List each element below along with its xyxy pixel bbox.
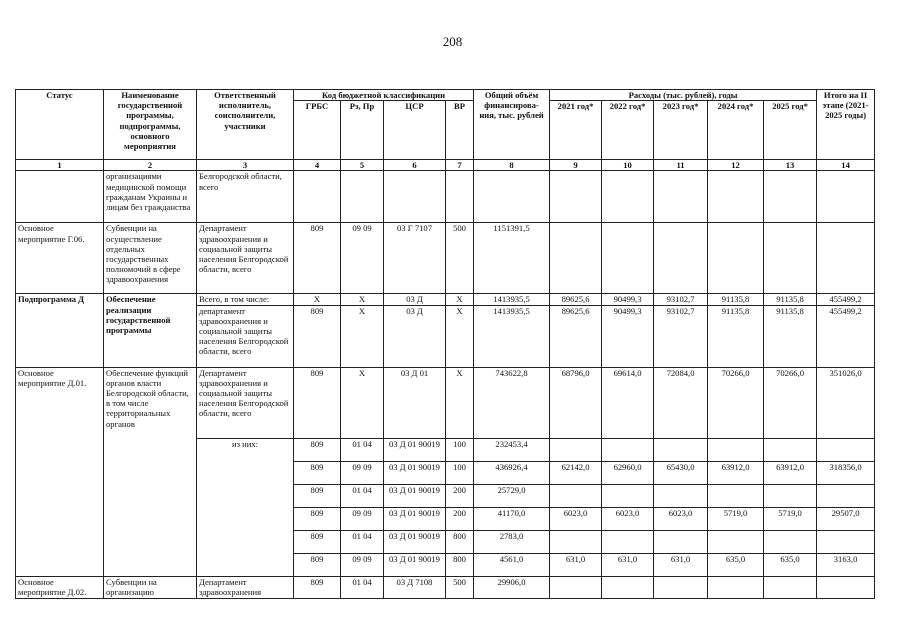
column-number-row bbox=[16, 160, 875, 171]
grbs-cell: Х bbox=[294, 294, 341, 305]
header-vr: ВР bbox=[446, 101, 474, 160]
vr-cell: Х bbox=[446, 367, 474, 438]
grbs-cell: 809 bbox=[294, 530, 341, 553]
vr-cell: 100 bbox=[446, 438, 474, 461]
table-row bbox=[16, 294, 875, 305]
header-rzpr: Рз, Пр bbox=[341, 101, 384, 160]
budget-table bbox=[15, 89, 875, 599]
table-row bbox=[16, 223, 875, 294]
sum-cell: 455499,2 bbox=[817, 294, 875, 305]
responsible-cell: департамент здравоохранения и социальной защиты населения Белгородской области, всего bbox=[197, 305, 294, 367]
csr-cell: 03 Г 7107 bbox=[384, 223, 446, 294]
total-cell: 29906,0 bbox=[474, 576, 550, 598]
name-cell: Обеспечение реализации государственной программы bbox=[104, 294, 197, 367]
sum-cell: 455499,2 bbox=[817, 305, 875, 367]
y2021-cell: 89625,6 bbox=[550, 294, 602, 305]
total-cell: 1151391,5 bbox=[474, 223, 550, 294]
column-number: 6 bbox=[384, 160, 446, 171]
total-cell: 1413935,5 bbox=[474, 294, 550, 305]
y2021-cell: 89625,6 bbox=[550, 305, 602, 367]
header-stage-total: Итого на II этапе (2021-2025 годы) bbox=[817, 90, 875, 160]
y2025-cell: 91135,8 bbox=[764, 305, 817, 367]
y2024-cell: 63912,0 bbox=[708, 461, 764, 484]
csr-cell: 03 Д 01 90019 bbox=[384, 484, 446, 507]
csr-cell: 03 Д 01 90019 bbox=[384, 530, 446, 553]
y2024-cell: 635,0 bbox=[708, 553, 764, 576]
total-cell: 25729,0 bbox=[474, 484, 550, 507]
rzpr-cell: 01 04 bbox=[341, 576, 384, 598]
y2023-cell: 72084,0 bbox=[654, 367, 708, 438]
csr-cell: 03 Д 01 90019 bbox=[384, 507, 446, 530]
header-2021: 2021 год* bbox=[550, 101, 602, 160]
csr-cell: 03 Д bbox=[384, 294, 446, 305]
y2024-cell: 5719,0 bbox=[708, 507, 764, 530]
grbs-cell: 809 bbox=[294, 484, 341, 507]
header-2023: 2023 год* bbox=[654, 101, 708, 160]
rzpr-cell: 01 04 bbox=[341, 484, 384, 507]
csr-cell: 03 Д 01 90019 bbox=[384, 461, 446, 484]
name-cell: Субвенции на организацию bbox=[104, 576, 197, 598]
y2021-cell: 6023,0 bbox=[550, 507, 602, 530]
responsible-cell: Департамент здравоохранения bbox=[197, 576, 294, 598]
status-cell bbox=[16, 171, 104, 223]
header-budget-code: Код бюджетной классификации bbox=[294, 90, 474, 101]
csr-cell: 03 Д bbox=[384, 305, 446, 367]
total-cell: 41170,0 bbox=[474, 507, 550, 530]
y2024-cell: 91135,8 bbox=[708, 294, 764, 305]
sum-cell: 351026,0 bbox=[817, 367, 875, 438]
header-2022: 2022 год* bbox=[602, 101, 654, 160]
y2021-cell: 62142,0 bbox=[550, 461, 602, 484]
grbs-cell: 809 bbox=[294, 576, 341, 598]
vr-cell: 200 bbox=[446, 507, 474, 530]
column-number: 14 bbox=[817, 160, 875, 171]
grbs-cell: 809 bbox=[294, 305, 341, 367]
sum-cell: 29507,0 bbox=[817, 507, 875, 530]
y2022-cell: 631,0 bbox=[602, 553, 654, 576]
csr-cell: 03 Д 01 90019 bbox=[384, 438, 446, 461]
status-cell: Подпрограмма Д bbox=[16, 294, 104, 367]
y2023-cell: 6023,0 bbox=[654, 507, 708, 530]
y2023-cell: 631,0 bbox=[654, 553, 708, 576]
header-csr: ЦСР bbox=[384, 101, 446, 160]
vr-cell: 800 bbox=[446, 530, 474, 553]
responsible-cell: Всего, в том числе: bbox=[197, 294, 294, 305]
total-cell: 232453,4 bbox=[474, 438, 550, 461]
column-number: 7 bbox=[446, 160, 474, 171]
name-cell: Субвенции на осуществление отдельных государственных полномочий в сфере здравоохранения bbox=[104, 223, 197, 294]
y2022-cell: 69614,0 bbox=[602, 367, 654, 438]
y2023-cell: 93102,7 bbox=[654, 294, 708, 305]
responsible-cell: из них: bbox=[197, 438, 294, 576]
status-cell: Основное мероприятие Д.01. bbox=[16, 367, 104, 576]
grbs-cell: 809 bbox=[294, 507, 341, 530]
rzpr-cell: 09 09 bbox=[341, 461, 384, 484]
vr-cell: Х bbox=[446, 305, 474, 367]
header-status: Статус bbox=[16, 90, 104, 160]
sum-cell: 318356,0 bbox=[817, 461, 875, 484]
grbs-cell: 809 bbox=[294, 461, 341, 484]
responsible-cell: Департамент здравоохранения и социальной защиты населения Белгородской области, всего bbox=[197, 223, 294, 294]
table-row bbox=[16, 367, 875, 438]
y2023-cell: 93102,7 bbox=[654, 305, 708, 367]
total-cell: 1413935,5 bbox=[474, 305, 550, 367]
csr-cell: 03 Д 01 bbox=[384, 367, 446, 438]
column-number: 9 bbox=[550, 160, 602, 171]
vr-cell: 200 bbox=[446, 484, 474, 507]
column-number: 10 bbox=[602, 160, 654, 171]
table-row bbox=[16, 576, 875, 598]
vr-cell: 500 bbox=[446, 223, 474, 294]
column-number: 11 bbox=[654, 160, 708, 171]
status-cell: Основное мероприятие Д.02. bbox=[16, 576, 104, 598]
column-number: 13 bbox=[764, 160, 817, 171]
name-cell: организациями медицинской помощи гражданам Украины и лицам без гражданства bbox=[104, 171, 197, 223]
responsible-cell: Белгородской области, всего bbox=[197, 171, 294, 223]
y2021-cell: 68796,0 bbox=[550, 367, 602, 438]
total-cell: 2783,0 bbox=[474, 530, 550, 553]
column-number: 2 bbox=[104, 160, 197, 171]
csr-cell: 03 Д 01 90019 bbox=[384, 553, 446, 576]
column-number: 5 bbox=[341, 160, 384, 171]
responsible-cell: Департамент здравоохранения и социальной защиты населения Белгородской области, всего bbox=[197, 367, 294, 438]
column-number: 1 bbox=[16, 160, 104, 171]
vr-cell: Х bbox=[446, 294, 474, 305]
header-total-volume: Общий объём финансирова-ния, тыс. рублей bbox=[474, 90, 550, 160]
y2022-cell: 62960,0 bbox=[602, 461, 654, 484]
status-cell: Основное мероприятие Г.06. bbox=[16, 223, 104, 294]
rzpr-cell: 09 09 bbox=[341, 507, 384, 530]
vr-cell: 500 bbox=[446, 576, 474, 598]
page-number: 208 bbox=[442, 34, 463, 49]
rzpr-cell: Х bbox=[341, 294, 384, 305]
header-2024: 2024 год* bbox=[708, 101, 764, 160]
header-name: Наименование государственной программы, подпрограммы, основного мероприятия bbox=[104, 90, 197, 160]
rzpr-cell: Х bbox=[341, 305, 384, 367]
total-cell: 436926,4 bbox=[474, 461, 550, 484]
total-cell: 4561,0 bbox=[474, 553, 550, 576]
grbs-cell: 809 bbox=[294, 553, 341, 576]
y2023-cell: 65430,0 bbox=[654, 461, 708, 484]
name-cell: Обеспечение функций органов власти Белгородской области, в том числе территориальных органов bbox=[104, 367, 197, 576]
grbs-cell: 809 bbox=[294, 438, 341, 461]
rzpr-cell: 09 09 bbox=[341, 553, 384, 576]
column-number: 8 bbox=[474, 160, 550, 171]
sum-cell: 3163,0 bbox=[817, 553, 875, 576]
header-expenses: Расходы (тыс. рублей), годы bbox=[550, 90, 817, 101]
column-number: 3 bbox=[197, 160, 294, 171]
csr-cell: 03 Д 7108 bbox=[384, 576, 446, 598]
y2024-cell: 91135,8 bbox=[708, 305, 764, 367]
rzpr-cell: 01 04 bbox=[341, 438, 384, 461]
header-grbs: ГРБС bbox=[294, 101, 341, 160]
y2024-cell: 70266,0 bbox=[708, 367, 764, 438]
y2025-cell: 91135,8 bbox=[764, 294, 817, 305]
y2025-cell: 63912,0 bbox=[764, 461, 817, 484]
grbs-cell: 809 bbox=[294, 367, 341, 438]
rzpr-cell: 01 04 bbox=[341, 530, 384, 553]
y2025-cell: 5719,0 bbox=[764, 507, 817, 530]
header-2025: 2025 год* bbox=[764, 101, 817, 160]
y2022-cell: 90499,3 bbox=[602, 305, 654, 367]
vr-cell: 100 bbox=[446, 461, 474, 484]
column-number: 4 bbox=[294, 160, 341, 171]
y2025-cell: 70266,0 bbox=[764, 367, 817, 438]
column-number: 12 bbox=[708, 160, 764, 171]
total-cell: 743622,8 bbox=[474, 367, 550, 438]
table-row bbox=[16, 171, 875, 223]
y2022-cell: 6023,0 bbox=[602, 507, 654, 530]
rzpr-cell: Х bbox=[341, 367, 384, 438]
grbs-cell: 809 bbox=[294, 223, 341, 294]
y2021-cell: 631,0 bbox=[550, 553, 602, 576]
header-responsible: Ответственный исполнитель, соисполнители, участники bbox=[197, 90, 294, 160]
rzpr-cell: 09 09 bbox=[341, 223, 384, 294]
y2022-cell: 90499,3 bbox=[602, 294, 654, 305]
vr-cell: 800 bbox=[446, 553, 474, 576]
y2025-cell: 635,0 bbox=[764, 553, 817, 576]
